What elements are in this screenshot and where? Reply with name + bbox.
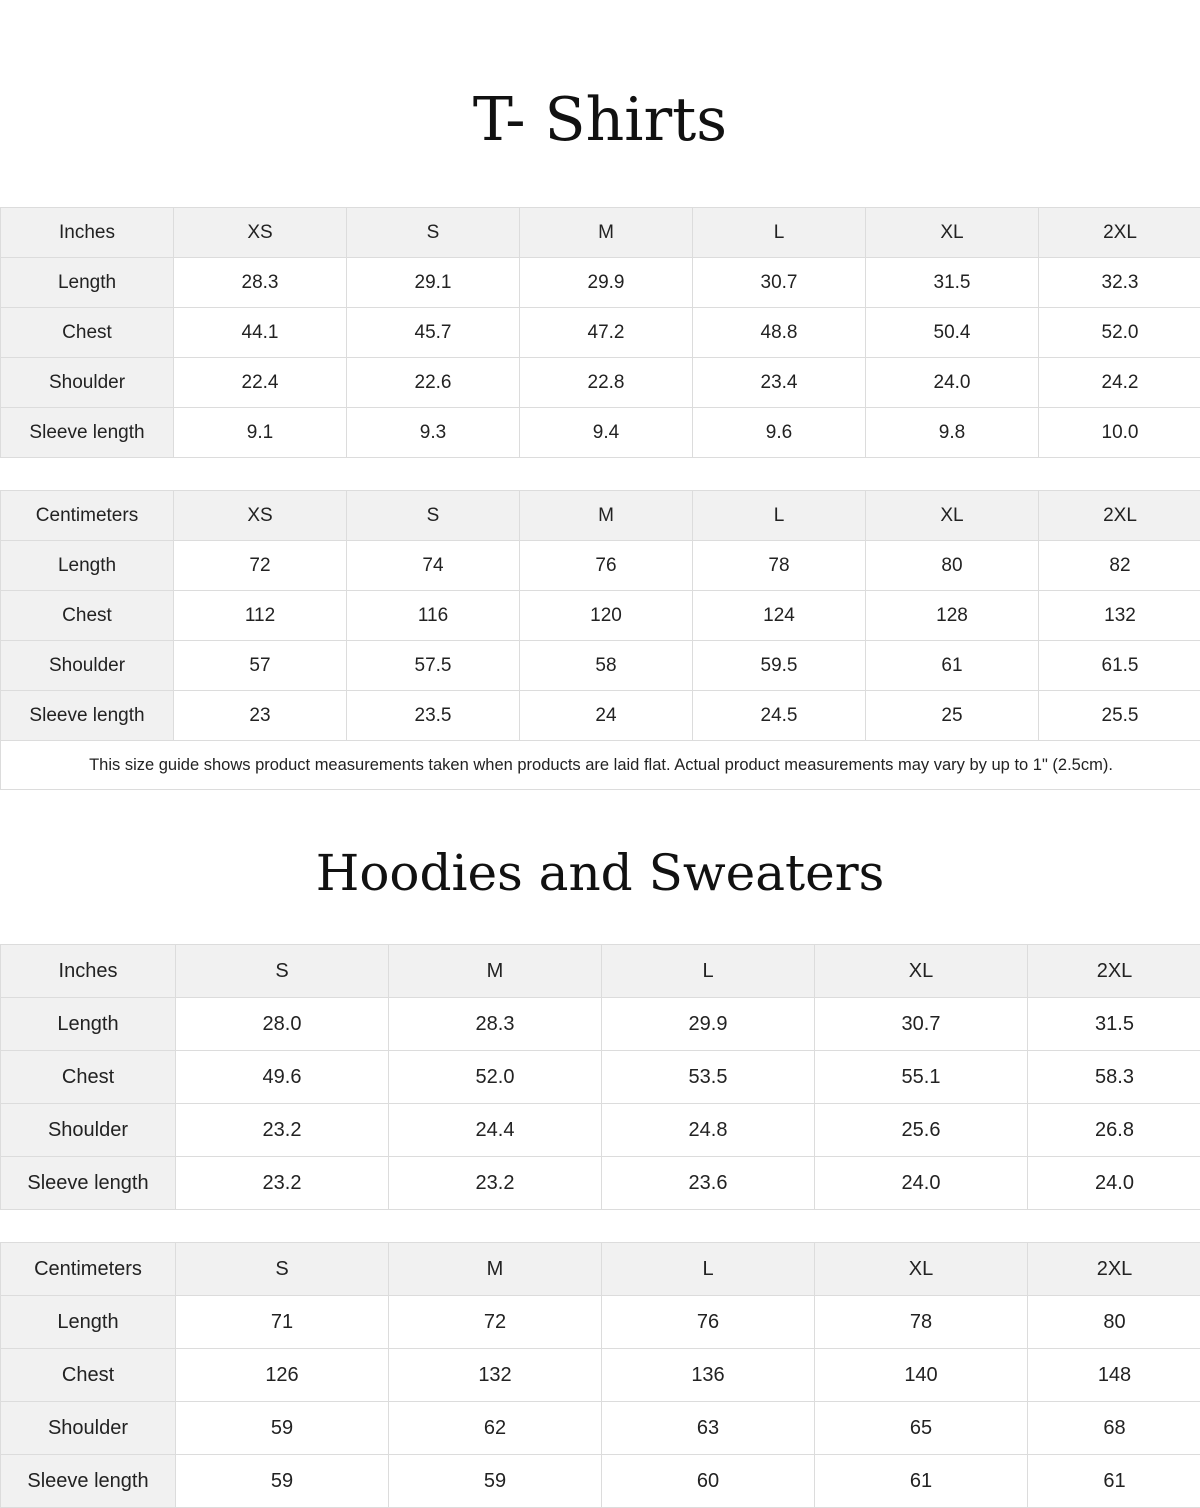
size-header-cell: S [347, 491, 520, 541]
measurement-value-cell: 23.6 [602, 1157, 815, 1210]
table-row [1, 1051, 1200, 1104]
table-row [1, 1349, 1200, 1402]
measurement-value-cell: 24.0 [1028, 1157, 1200, 1210]
size-header-cell: XS [174, 208, 347, 258]
size-header-cell: 2XL [1039, 491, 1200, 541]
measurement-value-cell: 23.4 [693, 358, 866, 408]
measurement-value-cell: 29.9 [602, 998, 815, 1051]
measurement-label-cell: Length [1, 998, 176, 1051]
unit-header-cell: Centimeters [1, 491, 174, 541]
measurement-label-cell: Shoulder [1, 1104, 176, 1157]
table-row [1, 641, 1200, 691]
table-row [1, 1402, 1200, 1455]
measurement-value-cell: 52.0 [389, 1051, 602, 1104]
table-row [1, 258, 1200, 308]
measurement-value-cell: 10.0 [1039, 408, 1200, 458]
measurement-value-cell: 50.4 [866, 308, 1039, 358]
measurement-value-cell: 80 [866, 541, 1039, 591]
table-row [1, 308, 1200, 358]
table-row [1, 1296, 1200, 1349]
measurement-label-cell: Shoulder [1, 358, 174, 408]
table-header-row [1, 491, 1200, 541]
unit-header-cell: Inches [1, 208, 174, 258]
measurement-value-cell: 124 [693, 591, 866, 641]
tshirts-centimeters-table [0, 490, 1200, 790]
measurement-value-cell: 59.5 [693, 641, 866, 691]
size-header-cell: XL [815, 945, 1028, 998]
table-row [1, 691, 1200, 741]
measurement-value-cell: 31.5 [1028, 998, 1200, 1051]
measurement-value-cell: 58.3 [1028, 1051, 1200, 1104]
size-header-cell: XL [866, 491, 1039, 541]
tshirts-inches-table [0, 207, 1200, 458]
measurement-value-cell: 126 [176, 1349, 389, 1402]
measurement-value-cell: 28.0 [176, 998, 389, 1051]
tshirts-title: T- Shirts [0, 82, 1200, 158]
measurement-value-cell: 52.0 [1039, 308, 1200, 358]
table-row [1, 358, 1200, 408]
size-header-cell: M [520, 491, 693, 541]
measurement-label-cell: Shoulder [1, 1402, 176, 1455]
measurement-value-cell: 140 [815, 1349, 1028, 1402]
measurement-value-cell: 48.8 [693, 308, 866, 358]
measurement-value-cell: 78 [815, 1296, 1028, 1349]
measurement-value-cell: 68 [1028, 1402, 1200, 1455]
measurement-value-cell: 132 [389, 1349, 602, 1402]
measurement-value-cell: 57.5 [347, 641, 520, 691]
measurement-value-cell: 23.2 [389, 1157, 602, 1210]
measurement-value-cell: 24.0 [866, 358, 1039, 408]
measurement-value-cell: 148 [1028, 1349, 1200, 1402]
measurement-value-cell: 76 [520, 541, 693, 591]
measurement-value-cell: 78 [693, 541, 866, 591]
measurement-value-cell: 71 [176, 1296, 389, 1349]
measurement-value-cell: 26.8 [1028, 1104, 1200, 1157]
measurement-value-cell: 22.8 [520, 358, 693, 408]
measurement-value-cell: 23.2 [176, 1157, 389, 1210]
measurement-value-cell: 25.6 [815, 1104, 1028, 1157]
measurement-value-cell: 72 [389, 1296, 602, 1349]
measurement-value-cell: 59 [176, 1455, 389, 1508]
measurement-value-cell: 59 [389, 1455, 602, 1508]
measurement-value-cell: 128 [866, 591, 1039, 641]
measurement-label-cell: Shoulder [1, 641, 174, 691]
measurement-label-cell: Chest [1, 1349, 176, 1402]
measurement-value-cell: 132 [1039, 591, 1200, 641]
measurement-value-cell: 9.8 [866, 408, 1039, 458]
measurement-value-cell: 30.7 [815, 998, 1028, 1051]
measurement-value-cell: 57 [174, 641, 347, 691]
measurement-value-cell: 82 [1039, 541, 1200, 591]
size-header-cell: M [520, 208, 693, 258]
measurement-value-cell: 24.4 [389, 1104, 602, 1157]
measurement-value-cell: 9.4 [520, 408, 693, 458]
unit-header-cell: Inches [1, 945, 176, 998]
measurement-value-cell: 80 [1028, 1296, 1200, 1349]
measurement-value-cell: 120 [520, 591, 693, 641]
measurement-value-cell: 65 [815, 1402, 1028, 1455]
size-header-cell: M [389, 945, 602, 998]
table-row [1, 408, 1200, 458]
size-header-cell: L [602, 1243, 815, 1296]
measurement-value-cell: 31.5 [866, 258, 1039, 308]
measurement-value-cell: 59 [176, 1402, 389, 1455]
measurement-value-cell: 45.7 [347, 308, 520, 358]
size-header-cell: XS [174, 491, 347, 541]
measurement-value-cell: 28.3 [389, 998, 602, 1051]
measurement-value-cell: 61 [1028, 1455, 1200, 1508]
measurement-value-cell: 61 [815, 1455, 1028, 1508]
size-header-cell: 2XL [1039, 208, 1200, 258]
measurement-value-cell: 9.3 [347, 408, 520, 458]
measurement-value-cell: 63 [602, 1402, 815, 1455]
table-row [1, 541, 1200, 591]
measurement-value-cell: 49.6 [176, 1051, 389, 1104]
hoodies-title: Hoodies and Sweaters [0, 840, 1200, 906]
measurement-value-cell: 9.6 [693, 408, 866, 458]
size-guide-note-row [1, 741, 1200, 790]
measurement-value-cell: 74 [347, 541, 520, 591]
table-header-row [1, 1243, 1200, 1296]
measurement-value-cell: 53.5 [602, 1051, 815, 1104]
measurement-value-cell: 24 [520, 691, 693, 741]
measurement-value-cell: 25 [866, 691, 1039, 741]
measurement-value-cell: 112 [174, 591, 347, 641]
measurement-value-cell: 44.1 [174, 308, 347, 358]
measurement-value-cell: 116 [347, 591, 520, 641]
table-row [1, 1157, 1200, 1210]
measurement-value-cell: 22.4 [174, 358, 347, 408]
size-header-cell: 2XL [1028, 945, 1200, 998]
size-header-cell: L [602, 945, 815, 998]
measurement-value-cell: 58 [520, 641, 693, 691]
measurement-value-cell: 60 [602, 1455, 815, 1508]
measurement-value-cell: 29.1 [347, 258, 520, 308]
measurement-value-cell: 28.3 [174, 258, 347, 308]
measurement-value-cell: 23.5 [347, 691, 520, 741]
size-header-cell: XL [866, 208, 1039, 258]
table-row [1, 998, 1200, 1051]
measurement-value-cell: 29.9 [520, 258, 693, 308]
measurement-value-cell: 30.7 [693, 258, 866, 308]
measurement-label-cell: Sleeve length [1, 408, 174, 458]
measurement-label-cell: Sleeve length [1, 1455, 176, 1508]
table-row [1, 1104, 1200, 1157]
size-header-cell: S [176, 945, 389, 998]
size-header-cell: XL [815, 1243, 1028, 1296]
measurement-value-cell: 24.8 [602, 1104, 815, 1157]
size-header-cell: S [347, 208, 520, 258]
hoodies-inches-table [0, 944, 1200, 1210]
hoodies-centimeters-table [0, 1242, 1200, 1508]
measurement-label-cell: Length [1, 258, 174, 308]
unit-header-cell: Centimeters [1, 1243, 176, 1296]
measurement-value-cell: 136 [602, 1349, 815, 1402]
measurement-value-cell: 25.5 [1039, 691, 1200, 741]
measurement-label-cell: Length [1, 1296, 176, 1349]
measurement-value-cell: 47.2 [520, 308, 693, 358]
measurement-value-cell: 61.5 [1039, 641, 1200, 691]
measurement-label-cell: Chest [1, 308, 174, 358]
measurement-value-cell: 72 [174, 541, 347, 591]
size-header-cell: M [389, 1243, 602, 1296]
size-header-cell: L [693, 491, 866, 541]
measurement-label-cell: Chest [1, 1051, 176, 1104]
size-header-cell: L [693, 208, 866, 258]
measurement-value-cell: 76 [602, 1296, 815, 1349]
measurement-label-cell: Sleeve length [1, 691, 174, 741]
size-guide-note: This size guide shows product measurements taken when products are laid flat. Actual product measurements may vary by up to 1" (2.5cm). [1, 741, 1200, 790]
measurement-value-cell: 55.1 [815, 1051, 1028, 1104]
table-header-row [1, 208, 1200, 258]
measurement-label-cell: Sleeve length [1, 1157, 176, 1210]
measurement-value-cell: 24.2 [1039, 358, 1200, 408]
table-header-row [1, 945, 1200, 998]
measurement-value-cell: 23.2 [176, 1104, 389, 1157]
size-header-cell: 2XL [1028, 1243, 1200, 1296]
size-header-cell: S [176, 1243, 389, 1296]
measurement-value-cell: 9.1 [174, 408, 347, 458]
measurement-value-cell: 23 [174, 691, 347, 741]
measurement-value-cell: 22.6 [347, 358, 520, 408]
measurement-value-cell: 62 [389, 1402, 602, 1455]
measurement-label-cell: Length [1, 541, 174, 591]
measurement-label-cell: Chest [1, 591, 174, 641]
measurement-value-cell: 24.0 [815, 1157, 1028, 1210]
measurement-value-cell: 32.3 [1039, 258, 1200, 308]
measurement-value-cell: 61 [866, 641, 1039, 691]
measurement-value-cell: 24.5 [693, 691, 866, 741]
table-row [1, 591, 1200, 641]
